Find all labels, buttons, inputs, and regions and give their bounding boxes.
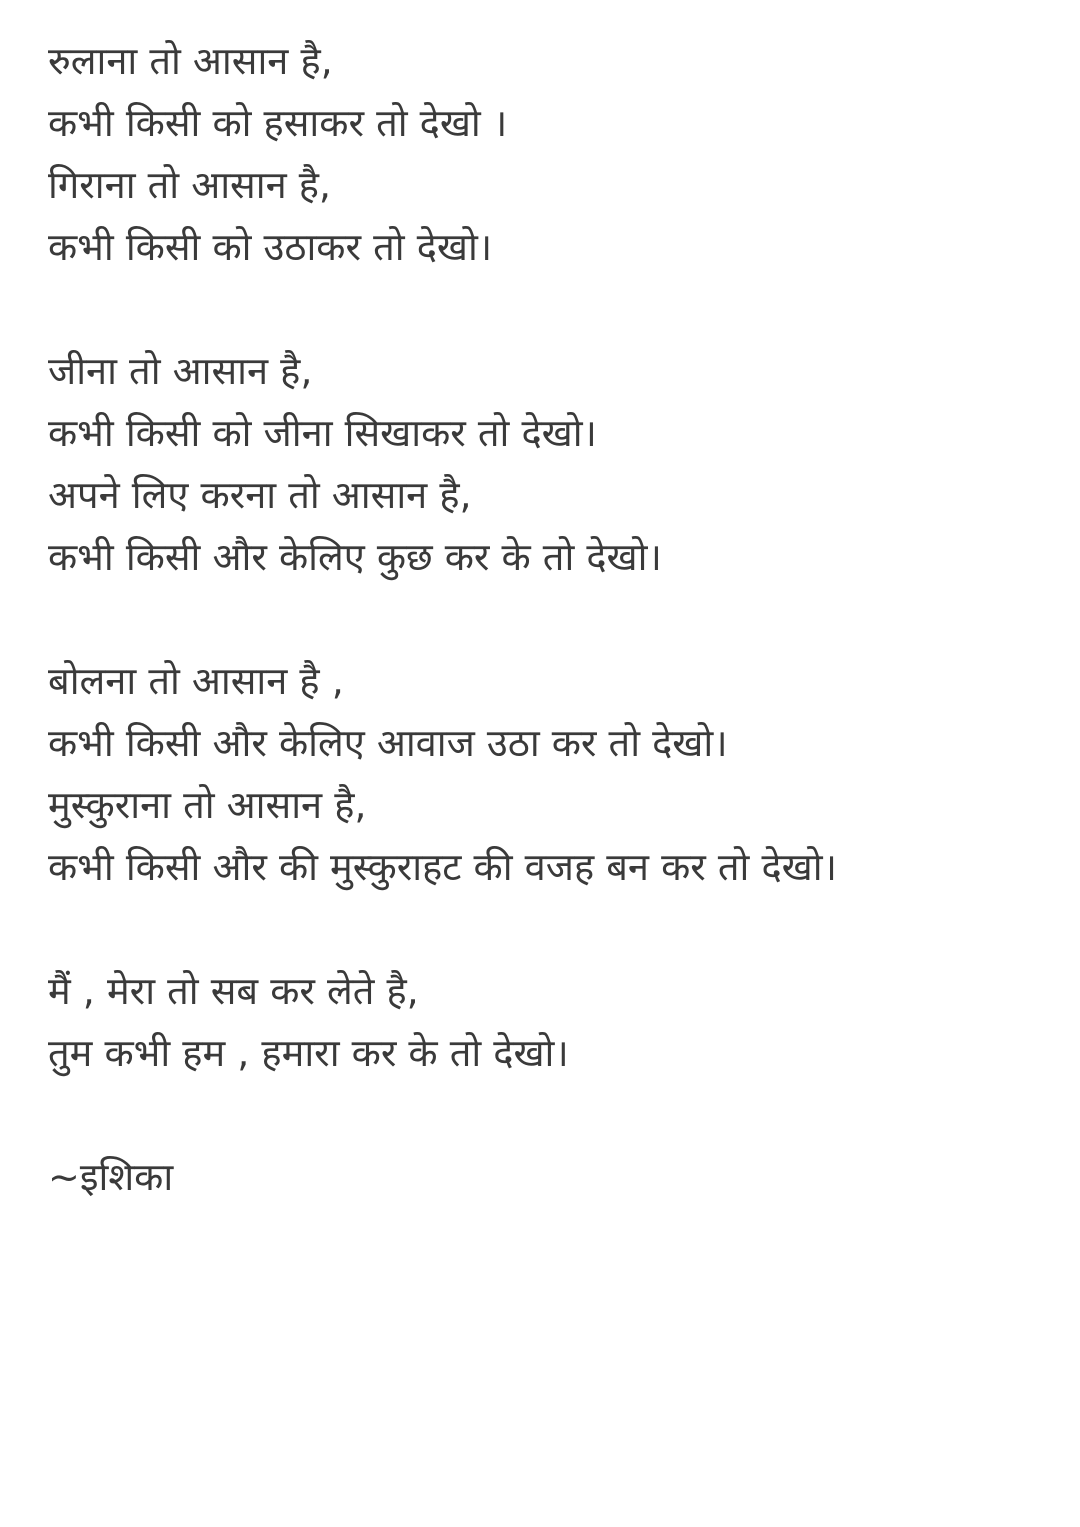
poem-line: मुस्कुराना तो आसान है,	[48, 783, 367, 827]
stanza-1	[48, 30, 1048, 278]
stanza-2	[48, 340, 1048, 588]
poem-line: तुम कभी हम , हमारा कर के तो देखो।	[48, 1031, 569, 1075]
stanza-spacer	[48, 1084, 1048, 1146]
stanza-spacer	[48, 588, 1048, 650]
poem-line: कभी किसी और केलिए कुछ कर के तो देखो।	[48, 535, 662, 579]
poem-line: कभी किसी को हसाकर तो देखो ।	[48, 101, 508, 145]
poem-line: अपने लिए करना तो आसान है,	[48, 473, 472, 517]
poem-line: गिराना तो आसान है,	[48, 163, 332, 207]
stanza-4	[48, 960, 1048, 1084]
stanza-spacer	[48, 898, 1048, 960]
poem-line: कभी किसी को उठाकर तो देखो।	[48, 225, 493, 269]
poem-line: कभी किसी और केलिए आवाज उठा कर तो देखो।	[48, 721, 728, 765]
poem-line: रुलाना तो आसान है,	[48, 39, 333, 83]
poem-line: जीना तो आसान है,	[48, 349, 313, 393]
poem-text	[48, 30, 1048, 1208]
poem-line: बोलना तो आसान है ,	[48, 659, 344, 703]
stanza-3	[48, 650, 1048, 898]
poem-line: मैं , मेरा तो सब कर लेते है,	[48, 969, 419, 1013]
stanza-spacer	[48, 278, 1048, 340]
poem-line: कभी किसी को जीना सिखाकर तो देखो।	[48, 411, 597, 455]
author-signature: ~इशिका	[48, 1155, 174, 1199]
poem-line: कभी किसी और की मुस्कुराहट की वजह बन कर तो देखो।	[48, 845, 837, 889]
